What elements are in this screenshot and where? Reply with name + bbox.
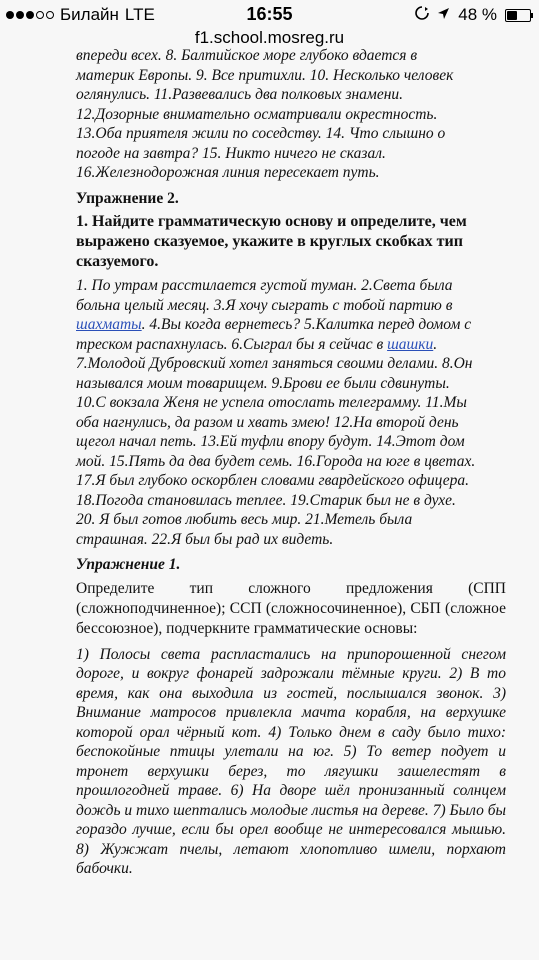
text-line: назывался моим товарищем. 9.Брови ее были сдвинуты. — [76, 374, 450, 392]
text-line: больна целый месяц. 3.Я хочу сыграть с тобой партию в — [76, 296, 453, 314]
text-line: впереди всех. 8. Балтийское море глубоко вдается в — [76, 47, 418, 64]
text-line: 7.Молодой Дубровский хотел заняться своими делами. 8.Он — [76, 355, 473, 372]
text-line: страшная. 22.Я был бы рад их видеть. — [76, 530, 334, 548]
text-line: 12.Дозорные внимательно осматривали окрестность. — [76, 105, 438, 123]
exercise-1-text: 1) Полосы света распластались на припорошенной снегом дороге, и вокруг фонарей задрожали тёмные круги. 2) В то время, как она выходила из гостей, послышался звонок. 3) Внимание матросов привлекла мачта корабля, на верхушке которой орал чёрный кот. 4) Только днем в саду было тихо: беспокойные птицы улетали на юг. 5) То ветер подует и тронет верхушки берез, то лягушки зашелестят в прошлогодней траве. 6) На дворе шёл пронизанный солнцем дождь и тихо шептались молодые листья на дереве. 7) Было бы гораздо лучше, если бы орел вообще не интересовался мышью. 8) Жужжат пчелы, летают хлопотливо шмели, порхают бабочки. — [76, 645, 506, 877]
network-type: LTE — [124, 5, 155, 24]
url-bar[interactable]: f1.school.mosreg.ru — [194, 28, 345, 47]
chess-link[interactable]: шахматы — [76, 316, 142, 333]
exercise-1-heading: Упражнение 1. — [76, 556, 181, 573]
exercise-2-heading: Упражнение 2. — [76, 189, 179, 207]
text-line — [76, 335, 506, 355]
text-line: оглянулись. 11.Развевались два полковых знамени. — [76, 86, 404, 103]
text-line: материк Европы. 9. Все притихли. 10. Несколько человек — [76, 66, 454, 84]
checkers-link[interactable]: шашки — [387, 335, 434, 353]
carrier-name: Билайн — [60, 5, 119, 24]
text-line: 20. Я был готов любить весь мир. 21.Метель была — [76, 511, 413, 528]
text-line: 1. По утрам расстилается густой туман. 2.Света была — [76, 277, 453, 294]
text-line: погоде на завтра? 15. Никто ничего не сказал. — [76, 144, 386, 162]
text-line: мой. 15.Пять да два будет семь. 16.Города на юге в цветах. — [76, 452, 476, 470]
text-line: 16.Железнодорожная линия пересекает путь. — [76, 164, 380, 181]
location-arrow-icon — [437, 5, 450, 25]
text-line: щегол начал петь. 13.Ей туфли впору будут. 14.Этот дом — [76, 433, 465, 450]
text-span: треском распахнулась. 6.Сыграл бы я сейчас в — [76, 335, 388, 353]
exercise-2-task: 1. Найдите грамматическую основу и определите, чем выражено сказуемое, укажите в круглых скобках тип сказуемого. — [76, 213, 467, 270]
rotation-lock-icon — [415, 5, 429, 25]
status-bar — [0, 0, 539, 28]
text-line: 17.Я был глубоко оскорблен словами гвардейского офицера. — [76, 472, 470, 489]
status-right — [415, 5, 531, 25]
text-line: оба нагнулись, да разом и хвать змею! 12.На второй день — [76, 413, 459, 431]
text-line — [76, 315, 506, 335]
battery-percent: 48 % — [458, 5, 497, 24]
text-line: 10.С вокзала Женя не успела отослать телеграмму. 11.Мы — [76, 394, 467, 411]
text-span: . — [433, 335, 438, 353]
exercise-1-task: Определите тип сложного предложения (СПП (сложноподчиненное); ССП (сложносочиненное), СБП (сложное бессоюзное), подчеркните грамматические основы: — [76, 579, 506, 637]
text-span: . 4.Вы когда вернетесь? 5.Калитка перед домом с — [141, 316, 472, 333]
document-content — [76, 46, 506, 879]
text-line: 18.Погода становилась теплее. 19.Старик был не в духе. — [76, 491, 456, 509]
text-line: 13.Оба приятеля жили по соседству. 14. Что слышно о — [76, 125, 446, 142]
battery-icon — [505, 9, 531, 22]
status-time: 16:55 — [246, 4, 293, 24]
